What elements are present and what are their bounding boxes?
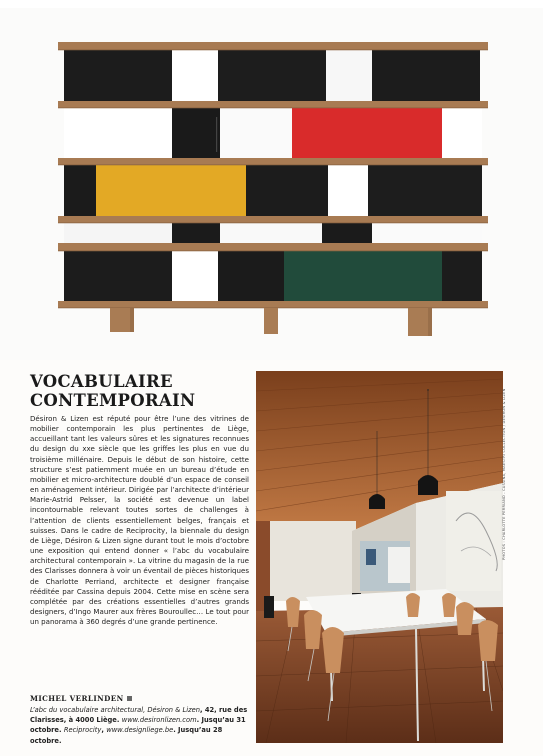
article-body: Désiron & Lizen est réputé pour être l’une des vitrines de mobilier contemporain les plus pertinentes de Liège, accueillant tant les valeurs sûres et les signatures reconnues du design du xxe siècle que les griffes les plus en vue du troisième millénaire. Depuis le début de son histoire, cette structure s’est patiemment muée en un bureau d’étude en mobilier et micro-architecture doublé d’un espace de conseil en aménagement intérieur. Dirigée par l’architecte d’intérieur Marie-Astrid Pelsser, la société est devenue un label incontournable relevant toutes sortes de challenges à l’attention de clients essentiellement belges, français et suisses. Dans le cadre de Reciprocity, la biennale du design de Liège, Désiron & Lizen signe durant tout le mois d’octobre une exposition qui entend donner « l’abc du vocabulaire architectural contemporain ». La vitrine du magasin de la rue des Clarisses donnera à voir un éventail de pièces historiques de Charlotte Perriand, architecte et designer française rééditée par Cassina depuis 2004. Cette mise en scène sera complétée par des créations essentielles d’autres grands designers, d’Ingo Maurer aux frères Bouroullec… Le tout pour un panorama à 360 degrés d’une grande pertinence. — [30, 414, 249, 627]
shelf-row-5 — [64, 251, 482, 301]
caption-reciprocity: Reciprocity — [63, 726, 102, 735]
exhibition-caption — [30, 705, 249, 746]
bookshelf-photo — [0, 8, 543, 360]
caption-url-desiron: www.desironlizen.com — [121, 716, 197, 725]
shelf-row-2 — [64, 108, 482, 158]
caption-url-designliege: www.designliege.be — [106, 726, 174, 735]
shelf-row-4 — [64, 223, 482, 243]
shelf-row-1 — [64, 50, 480, 101]
shelf-row-3 — [64, 165, 482, 216]
author-name: MICHEL VERLINDEN — [30, 694, 124, 703]
caption-dates-2: . Jusqu’au 28 octobre. — [30, 726, 223, 745]
caption-title: L’abc du vocabulaire architectural, Désiron & Lizen — [30, 706, 200, 714]
article-author — [30, 694, 249, 703]
photo-credit: PHOTOS : CHARLOTTE PERRIAND - CASSINA, MAESTRI COLLECTION / DÉSIRON & LIZEN — [502, 388, 506, 560]
caption-sep: , — [101, 726, 107, 735]
headline-line-2: CONTEMPORAIN — [30, 391, 196, 410]
caption-address: , 42, rue des Clarisses, à 4000 Liège. — [30, 706, 248, 725]
end-mark-icon — [127, 696, 132, 701]
interior-room-photo — [256, 371, 503, 743]
article-headline — [30, 372, 250, 410]
caption-dates-1: . Jusqu’au 31 octobre. — [30, 716, 246, 735]
page-top-margin — [0, 0, 543, 8]
headline-line-1: VOCABULAIRE — [30, 372, 173, 391]
